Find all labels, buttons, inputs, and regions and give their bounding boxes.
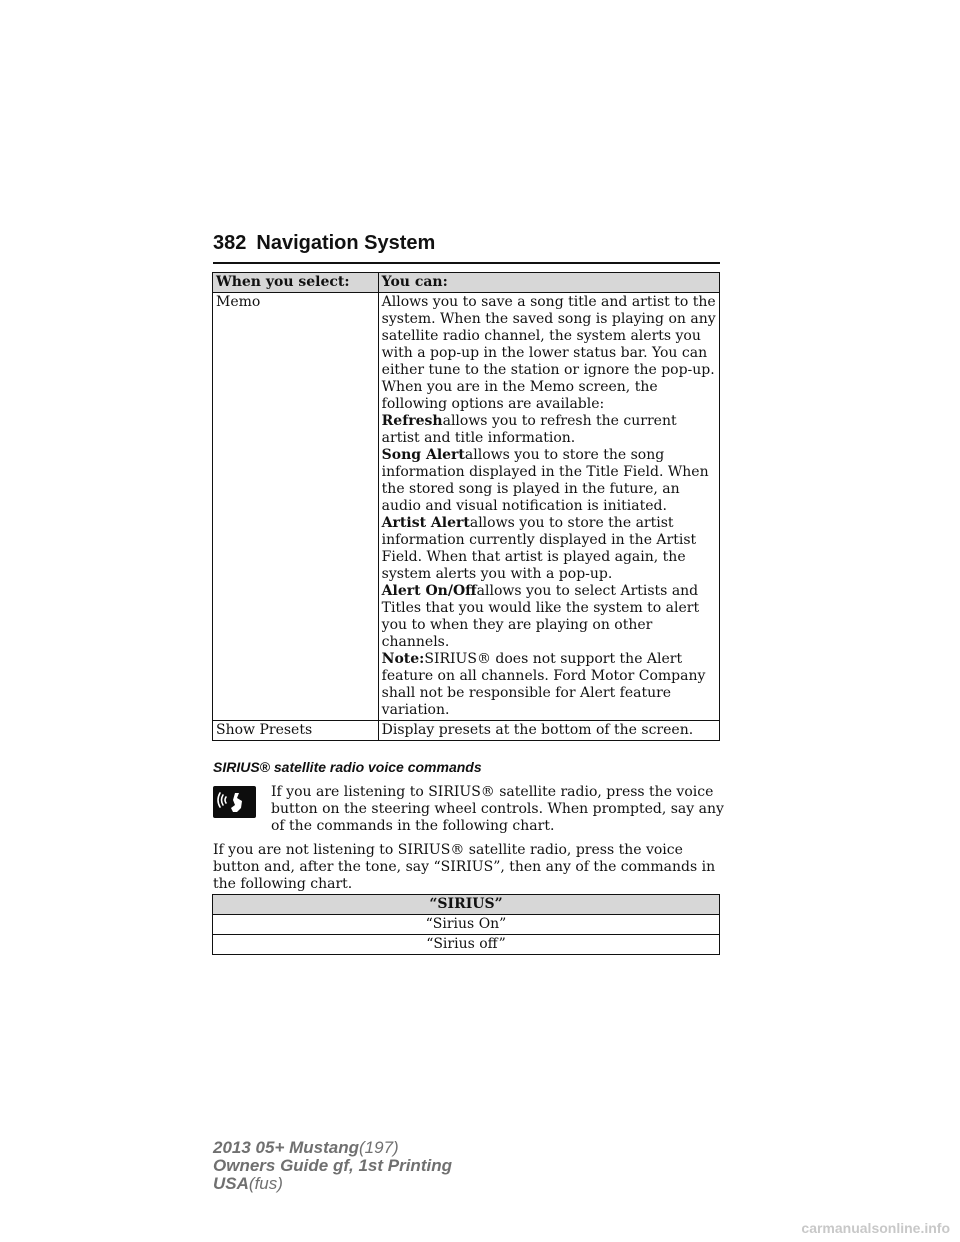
table-row: [213, 915, 720, 935]
table-row: [213, 935, 720, 955]
memo-option-refresh: [382, 413, 716, 447]
column-header-when-you-select: When you select:: [213, 273, 379, 293]
options-table-header-row: [213, 273, 720, 293]
footer-line-3: [213, 1175, 452, 1193]
section-heading: SIRIUS® satellite radio voice commands: [213, 759, 482, 775]
option-text: SIRIUS® does not support the Alert feature on all channels. Ford Motor Company shall not be responsible for Alert feature variation.: [381, 651, 706, 718]
memo-option-artist-alert: [382, 515, 716, 583]
footer-line-1: [213, 1139, 452, 1157]
voice-instructions-paragraph-2: If you are not listening to SIRIUS® satellite radio, press the voice button and, after the tone, say “SIRIUS”, then any of the commands in the following chart.: [213, 842, 716, 892]
option-text: allows you to store the song information displayed in the Title Field. When the stored song is played in the future, an audio and visual notification is initiated.: [381, 447, 709, 514]
memo-description: [378, 293, 719, 721]
footer-line-2: Owners Guide gf, 1st Printing: [213, 1156, 452, 1175]
page-title: Navigation System: [256, 232, 436, 254]
command-sirius-off: “Sirius off”: [213, 935, 720, 955]
option-label: Alert On/Off: [381, 583, 477, 599]
show-presets-description: Display presets at the bottom of the screen.: [378, 721, 719, 741]
page-header: [213, 232, 720, 262]
commands-table-header-row: [213, 895, 720, 915]
option-label: Song Alert: [381, 447, 465, 463]
voice-instructions-paragraph: If you are listening to SIRIUS® satellite radio, press the voice button on the steering wheel controls. When prompted, say any of the commands in the following chart.: [271, 784, 724, 834]
memo-intro: Allows you to save a song title and artist to the system. When the saved song is playing on any satellite radio channel, the system alerts you with a pop-up in the lower status bar. You can either tune to the station or ignore the pop-up. When you are in the Memo screen, the following options are available:: [381, 294, 716, 412]
option-label: Note:: [381, 651, 425, 667]
page-number: 382: [213, 232, 247, 254]
memo-option-song-alert: [382, 447, 716, 515]
option-text: allows you to store the artist information currently displayed in the Artist Field. When that artist is played again, the system alerts you with a pop-up.: [381, 515, 697, 582]
footer-model: 2013 05+ Mustang: [213, 1138, 359, 1157]
voice-commands-table: [212, 894, 720, 955]
footer-market-code: (fus): [248, 1174, 283, 1193]
option-text: allows you to refresh the current artist and title information.: [381, 413, 677, 446]
table-row-memo: [213, 293, 720, 721]
watermark: carmanualsonline.info: [801, 1220, 950, 1236]
header-rule: [213, 262, 720, 264]
show-presets-label: Show Presets: [213, 721, 379, 741]
memo-note: [382, 651, 716, 719]
footer-market: USA: [213, 1174, 249, 1193]
option-text: allows you to select Artists and Titles that you would like the system to alert you to when they are playing on other channels.: [381, 583, 700, 650]
footer-code: (197): [359, 1138, 399, 1157]
voice-button-icon: [213, 786, 256, 818]
memo-label: Memo: [213, 293, 379, 721]
option-label: Refresh: [381, 413, 443, 429]
option-label: Artist Alert: [381, 515, 470, 531]
column-header-sirius: “SIRIUS”: [213, 895, 720, 915]
command-sirius-on: “Sirius On”: [213, 915, 720, 935]
print-footer: [213, 1139, 452, 1193]
column-header-you-can: You can:: [378, 273, 719, 293]
table-row-show-presets: [213, 721, 720, 741]
options-table: [212, 272, 720, 741]
memo-option-alert-on-off: [382, 583, 716, 651]
